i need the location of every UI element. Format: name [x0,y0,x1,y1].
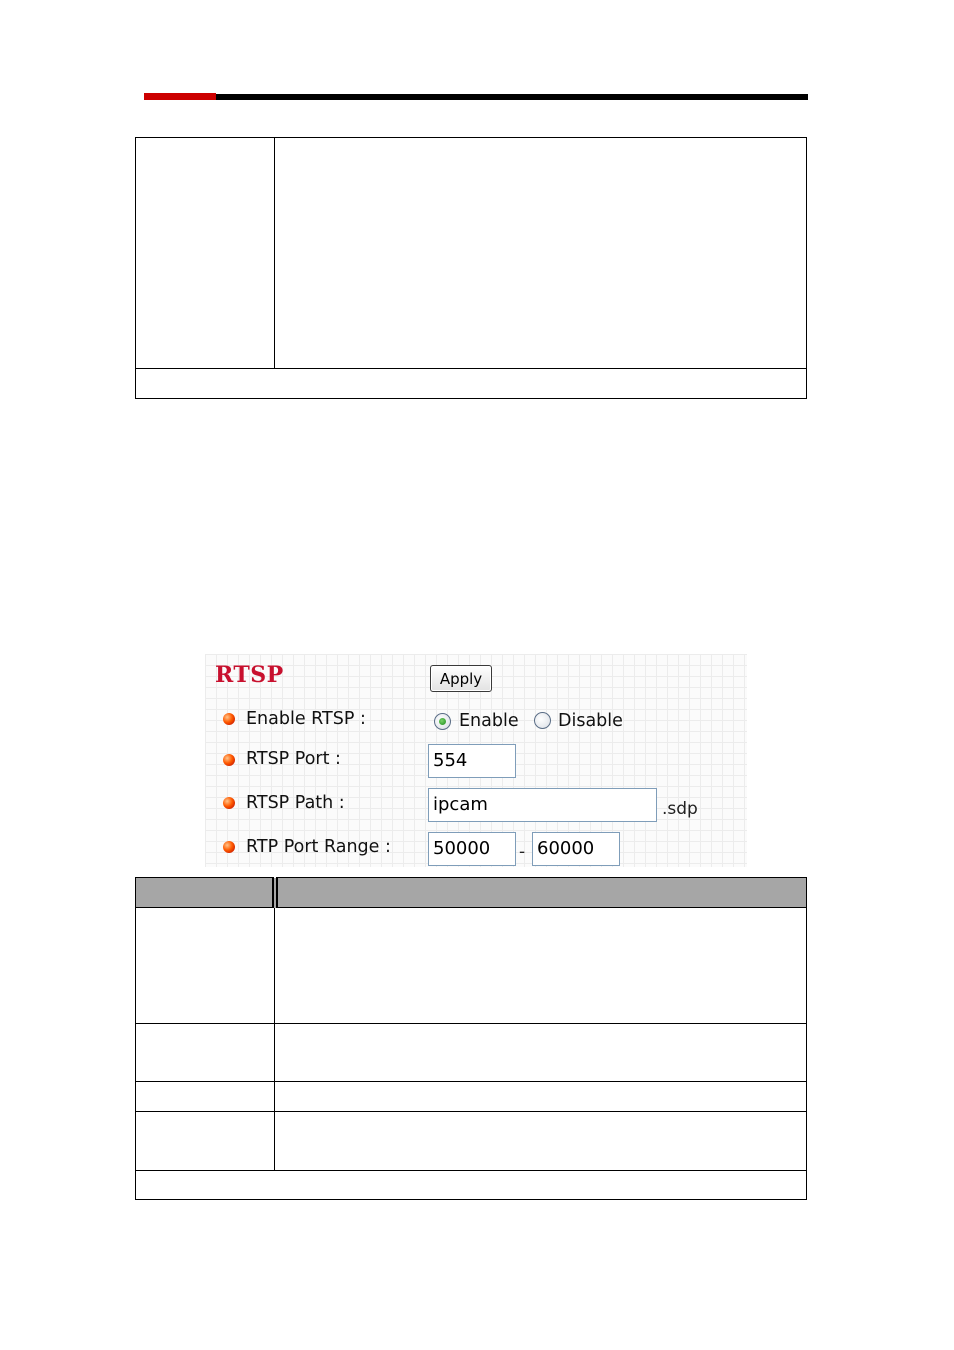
table-row [136,1024,807,1082]
rtsp-settings-panel [205,654,747,867]
radio-selected-dot [439,718,446,725]
table-row [136,369,807,399]
table-row [136,1171,807,1200]
bullet-icon [223,797,235,809]
table-row [136,908,807,1024]
enable-radio-label[interactable]: Enable [459,711,519,731]
apply-button[interactable]: Apply [430,665,492,692]
table-cell [136,1082,275,1112]
rtsp-path-input[interactable]: ipcam [428,788,657,822]
range-separator: - [519,842,526,862]
table-cell [136,1171,807,1200]
parameter-table-bottom [135,877,807,1200]
header-rule-red [144,93,216,100]
bullet-icon [223,713,235,725]
rtp-port-start-input[interactable]: 50000 [428,832,516,866]
disable-radio[interactable] [534,712,551,729]
table-cell [136,1024,275,1082]
table-row [136,1082,807,1112]
rtp-port-end-input[interactable]: 60000 [532,832,620,866]
table-cell [275,908,807,1024]
header-rule-black [216,94,808,100]
table-cell [275,1112,807,1171]
disable-radio-label[interactable]: Disable [558,711,623,731]
table-header-cell [275,878,807,908]
table-header-cell [136,878,275,908]
parameter-table-top [135,137,807,399]
table-cell [275,138,807,369]
rtsp-port-label: RTSP Port : [246,749,341,769]
table-cell [136,908,275,1024]
bullet-icon [223,841,235,853]
rtp-port-range-label: RTP Port Range : [246,837,391,857]
bullet-icon [223,754,235,766]
rtsp-port-input[interactable]: 554 [428,744,516,778]
table-row [136,138,807,369]
table-row [136,1112,807,1171]
enable-radio[interactable] [434,713,451,730]
rtsp-path-label: RTSP Path : [246,793,345,813]
table-cell [275,1082,807,1112]
table-cell [136,369,807,399]
table-cell [136,1112,275,1171]
enable-rtsp-label: Enable RTSP : [246,709,366,729]
table-cell [275,1024,807,1082]
table-header-row [136,878,807,908]
panel-title: RTSP [215,662,284,688]
table-cell [136,138,275,369]
rtsp-path-suffix: .sdp [662,799,698,819]
